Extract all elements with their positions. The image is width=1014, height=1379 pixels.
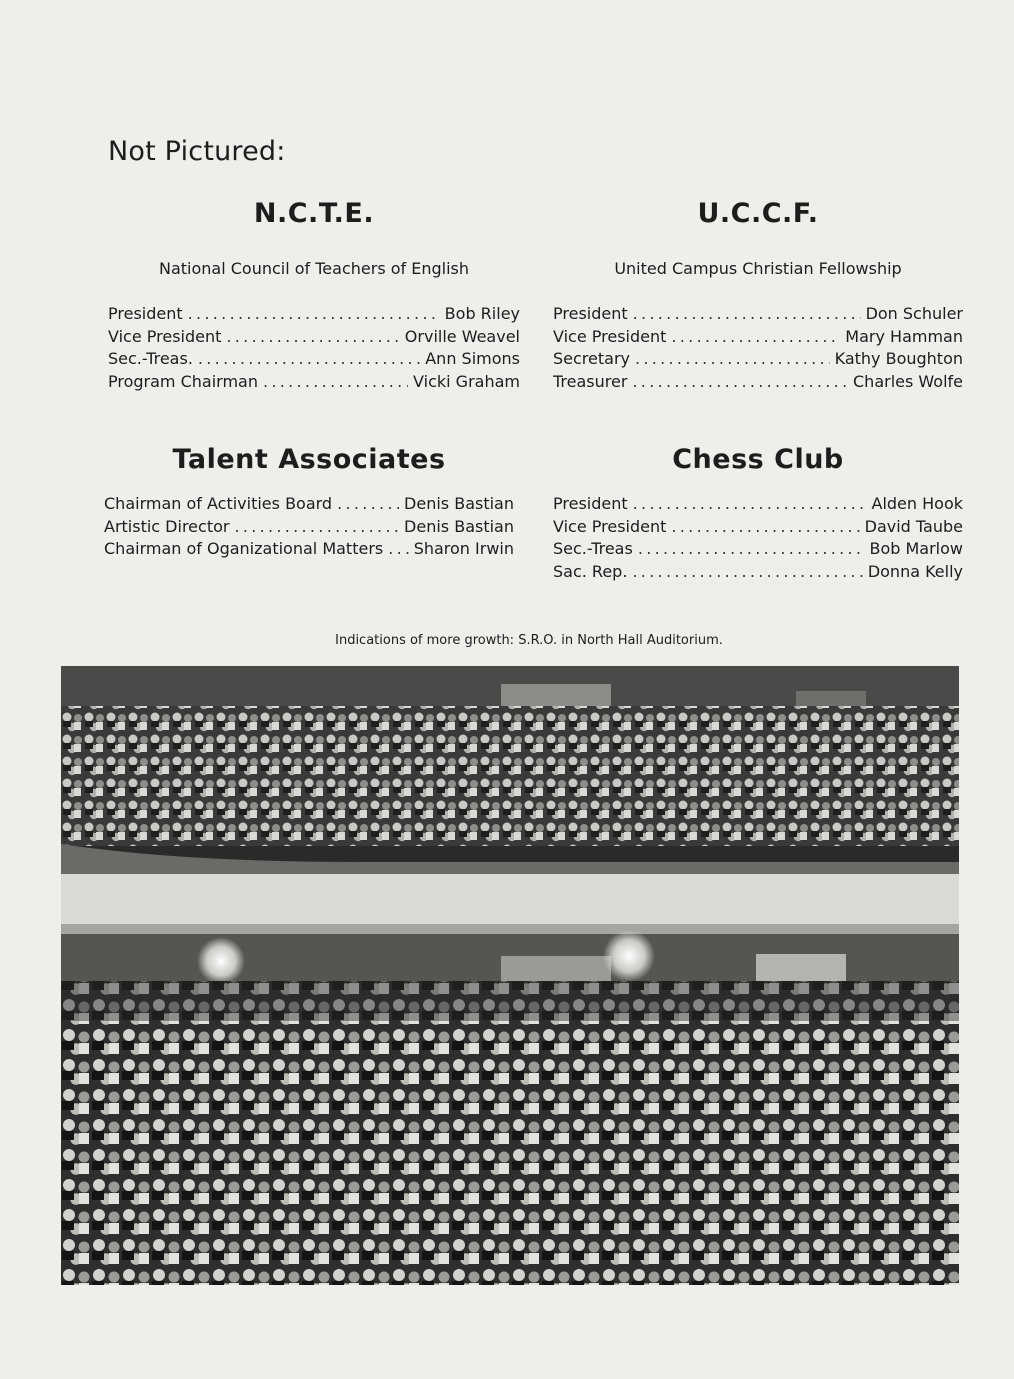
- leader-dots: [263, 371, 408, 394]
- ncte-subtitle: National Council of Teachers of English: [158, 259, 470, 278]
- officer-role: Vice President: [553, 326, 667, 346]
- officer-name: Alden Hook: [871, 494, 963, 513]
- talent-associates-section: [104, 444, 514, 561]
- officer-row: [108, 371, 520, 394]
- leader-dots: [638, 538, 865, 561]
- officer-name: David Taube: [864, 516, 963, 536]
- leader-dots: [337, 493, 399, 516]
- officer-name: Bob Riley: [444, 304, 520, 323]
- officer-row: [553, 348, 963, 371]
- leader-dots: [632, 371, 848, 394]
- uccf-title: U.C.C.F.: [697, 198, 819, 229]
- leader-dots: [198, 348, 420, 371]
- officer-name: Vicki Graham: [413, 371, 520, 391]
- chess-club-title: Chess Club: [672, 444, 844, 475]
- officer-row: [553, 538, 963, 561]
- leader-dots: [226, 326, 399, 349]
- officer-role: Chairman of Activities Board: [104, 494, 333, 513]
- officer-role: Sec.-Treas.: [108, 349, 193, 369]
- officer-row: [108, 326, 520, 349]
- photo-caption: Indications of more growth: S.R.O. in North Hall Auditorium.: [335, 633, 723, 648]
- officer-row: [104, 538, 514, 561]
- officer-name: Mary Hamman: [845, 326, 963, 346]
- leader-dots: [388, 538, 408, 561]
- officer-row: [553, 493, 963, 516]
- officer-name: Bob Marlow: [869, 539, 963, 559]
- officer-name: Denis Bastian: [404, 516, 514, 536]
- leader-dots: [632, 561, 862, 584]
- officer-role: Vice President: [108, 326, 222, 346]
- officer-name: Charles Wolfe: [853, 371, 963, 391]
- officer-role: Chairman of Oganizational Matters: [104, 539, 384, 559]
- officer-name: Don Schuler: [865, 304, 963, 323]
- page-heading: Not Pictured:: [108, 136, 286, 168]
- officer-row: [108, 303, 520, 326]
- officer-role: Program Chairman: [108, 371, 258, 391]
- officer-role: Sac. Rep.: [553, 561, 628, 581]
- leader-dots: [635, 348, 830, 371]
- officer-name: Orville Weavel: [404, 326, 520, 346]
- auditorium-crowd-photo: [61, 666, 959, 1285]
- ncte-officer-list: [108, 303, 520, 393]
- officer-role: Treasurer: [553, 371, 628, 391]
- leader-dots: [671, 326, 840, 349]
- officer-row: [104, 493, 514, 516]
- uccf-officer-list: [553, 303, 963, 393]
- officer-role: Sec.-Treas: [553, 539, 633, 559]
- chess-club-officer-list: [553, 493, 963, 583]
- officer-role: President: [553, 304, 628, 323]
- leader-dots: [188, 303, 440, 326]
- officer-name: Kathy Boughton: [834, 349, 963, 369]
- leader-dots: [633, 493, 867, 516]
- leader-dots: [633, 303, 861, 326]
- officer-role: Secretary: [553, 349, 630, 369]
- leader-dots: [234, 516, 399, 539]
- officer-row: [108, 348, 520, 371]
- officer-row: [104, 516, 514, 539]
- chess-club-section: [553, 444, 963, 583]
- officer-row: [553, 516, 963, 539]
- officer-role: President: [553, 494, 628, 513]
- officer-name: Denis Bastian: [404, 494, 514, 513]
- officer-role: Vice President: [553, 516, 667, 536]
- ncte-section: [108, 198, 520, 393]
- officer-row: [553, 326, 963, 349]
- officer-role: President: [108, 304, 183, 323]
- talent-associates-officer-list: [104, 493, 514, 561]
- officer-row: [553, 561, 963, 584]
- uccf-section: [553, 198, 963, 393]
- auditorium-crowd-illustration: [61, 666, 959, 1285]
- ncte-title: N.C.T.E.: [253, 198, 375, 229]
- leader-dots: [671, 516, 859, 539]
- talent-associates-title: Talent Associates: [172, 444, 446, 475]
- officer-role: Artistic Director: [104, 516, 230, 536]
- officer-name: Ann Simons: [425, 349, 520, 369]
- officer-name: Donna Kelly: [867, 561, 963, 581]
- officer-name: Sharon Irwin: [413, 539, 514, 559]
- officer-row: [553, 303, 963, 326]
- officer-row: [553, 371, 963, 394]
- uccf-subtitle: United Campus Christian Fellowship: [614, 259, 902, 278]
